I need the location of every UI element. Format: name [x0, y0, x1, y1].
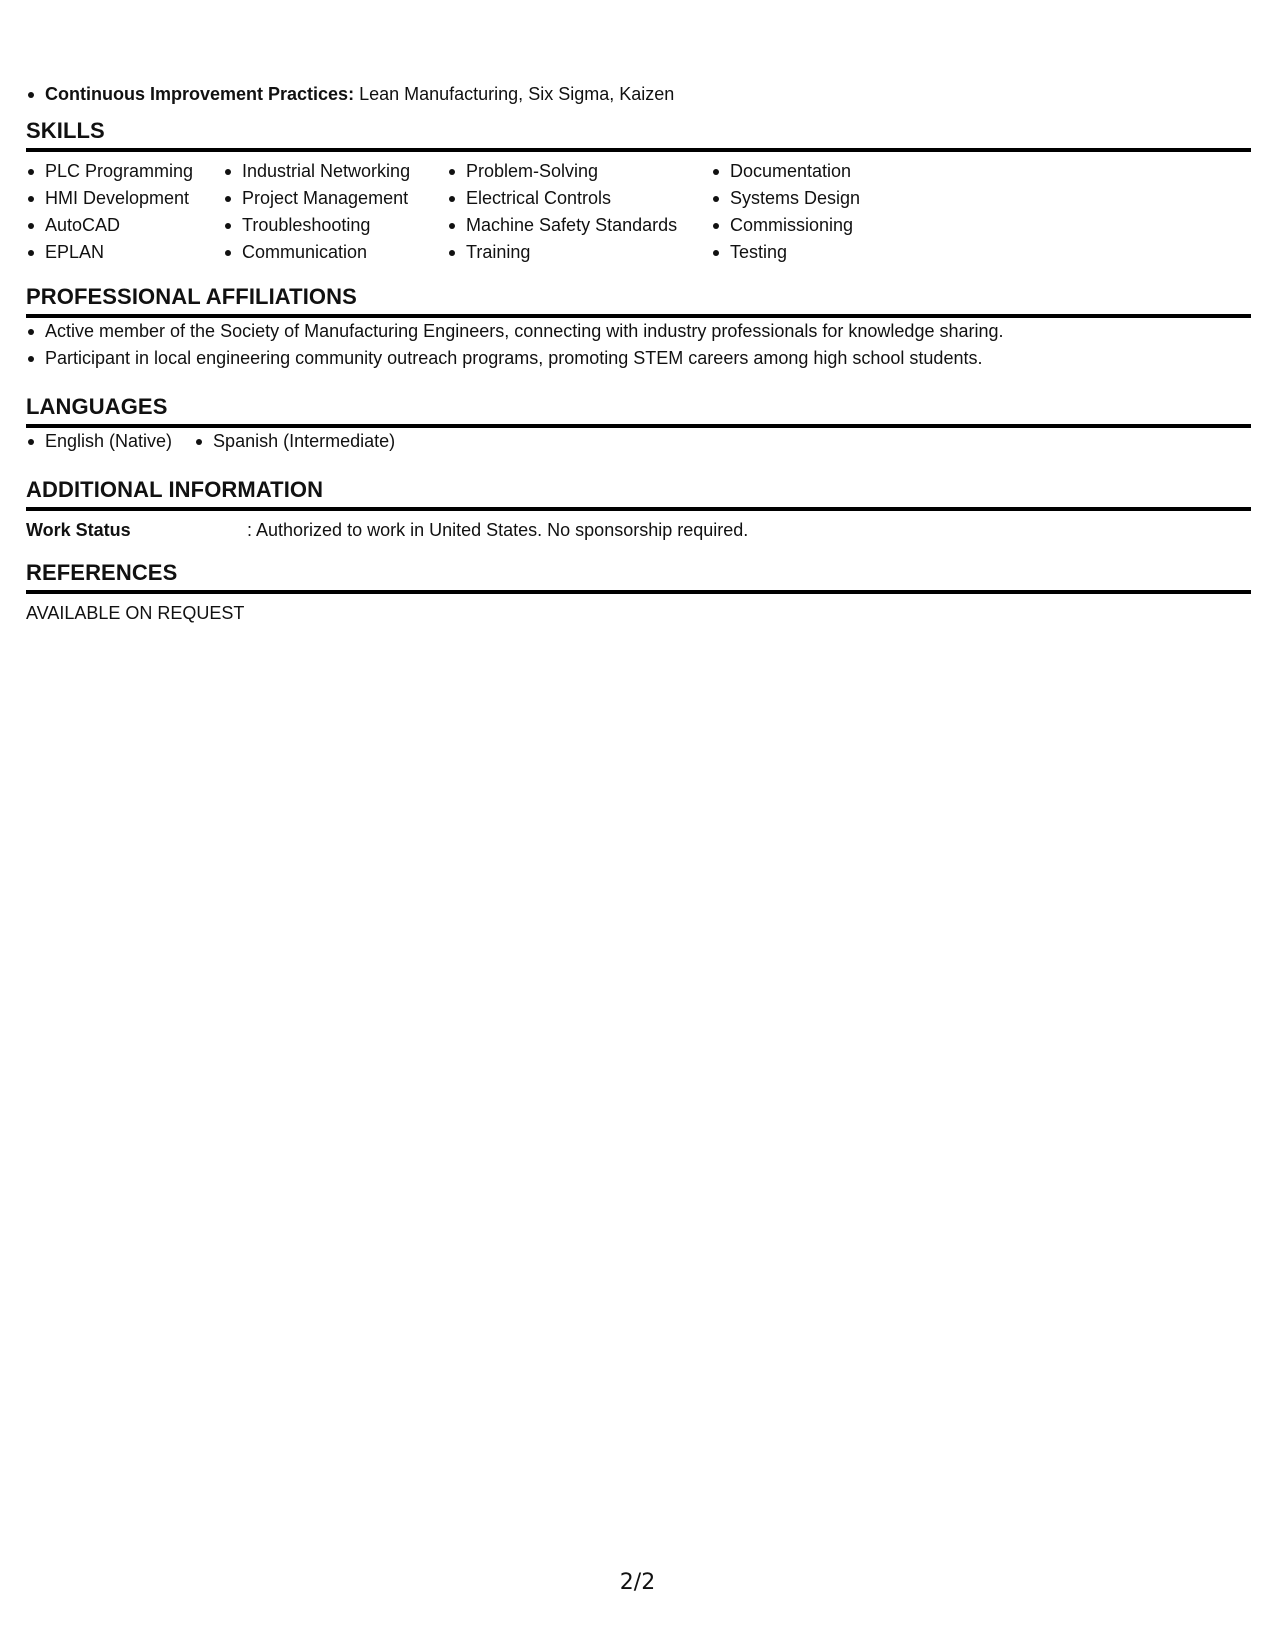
skill-item: Problem-Solving — [447, 158, 711, 185]
affiliations-list — [26, 318, 1251, 372]
skill-item: PLC Programming — [26, 158, 223, 185]
skill-item: AutoCAD — [26, 212, 223, 239]
skill-item: Project Management — [223, 185, 447, 212]
skill-item: Commissioning — [711, 212, 911, 239]
skill-item: Training — [447, 239, 711, 266]
references-text: AVAILABLE ON REQUEST — [26, 603, 245, 623]
affiliation-item: Active member of the Society of Manufacturing Engineers, connecting with industry professionals for knowledge sharing. — [26, 318, 1251, 345]
additional-info-heading: ADDITIONAL INFORMATION — [26, 477, 1251, 511]
continuous-improvement-list — [26, 81, 674, 108]
skill-item: Troubleshooting — [223, 212, 447, 239]
skills-section — [26, 118, 1251, 266]
languages-list — [26, 428, 1251, 455]
work-status-value: : Authorized to work in United States. No sponsorship required. — [247, 520, 749, 540]
references-section — [26, 560, 1251, 627]
skills-column-3 — [447, 158, 711, 266]
page-number: 2/2 — [619, 1570, 656, 1595]
language-item: Spanish (Intermediate) — [194, 428, 395, 455]
skills-column-4 — [711, 158, 911, 266]
skill-item: EPLAN — [26, 239, 223, 266]
references-heading: REFERENCES — [26, 560, 1251, 594]
skill-item: Machine Safety Standards — [447, 212, 711, 239]
continuous-improvement-label: Continuous Improvement Practices: — [45, 84, 355, 104]
skill-item: Testing — [711, 239, 911, 266]
affiliations-section — [26, 284, 1251, 372]
skill-item: Industrial Networking — [223, 158, 447, 185]
languages-section — [26, 394, 1251, 455]
skill-item: HMI Development — [26, 185, 223, 212]
skills-heading: SKILLS — [26, 118, 1251, 152]
skill-item: Communication — [223, 239, 447, 266]
continuous-improvement-value: Lean Manufacturing, Six Sigma, Kaizen — [359, 84, 675, 104]
work-status-row — [26, 517, 1251, 544]
skill-item: Documentation — [711, 158, 911, 185]
languages-heading: LANGUAGES — [26, 394, 1251, 428]
skill-item: Electrical Controls — [447, 185, 711, 212]
affiliations-heading: PROFESSIONAL AFFILIATIONS — [26, 284, 1251, 318]
additional-info-section — [26, 477, 1251, 544]
work-status-label: Work Status — [26, 520, 131, 540]
continuous-improvement-item — [26, 81, 674, 108]
language-item: English (Native) — [26, 428, 172, 455]
skills-column-1 — [26, 158, 223, 266]
skills-grid — [26, 158, 1251, 266]
affiliation-item: Participant in local engineering community outreach programs, promoting STEM careers among high school students. — [26, 345, 1251, 372]
skills-column-2 — [223, 158, 447, 266]
skill-item: Systems Design — [711, 185, 911, 212]
